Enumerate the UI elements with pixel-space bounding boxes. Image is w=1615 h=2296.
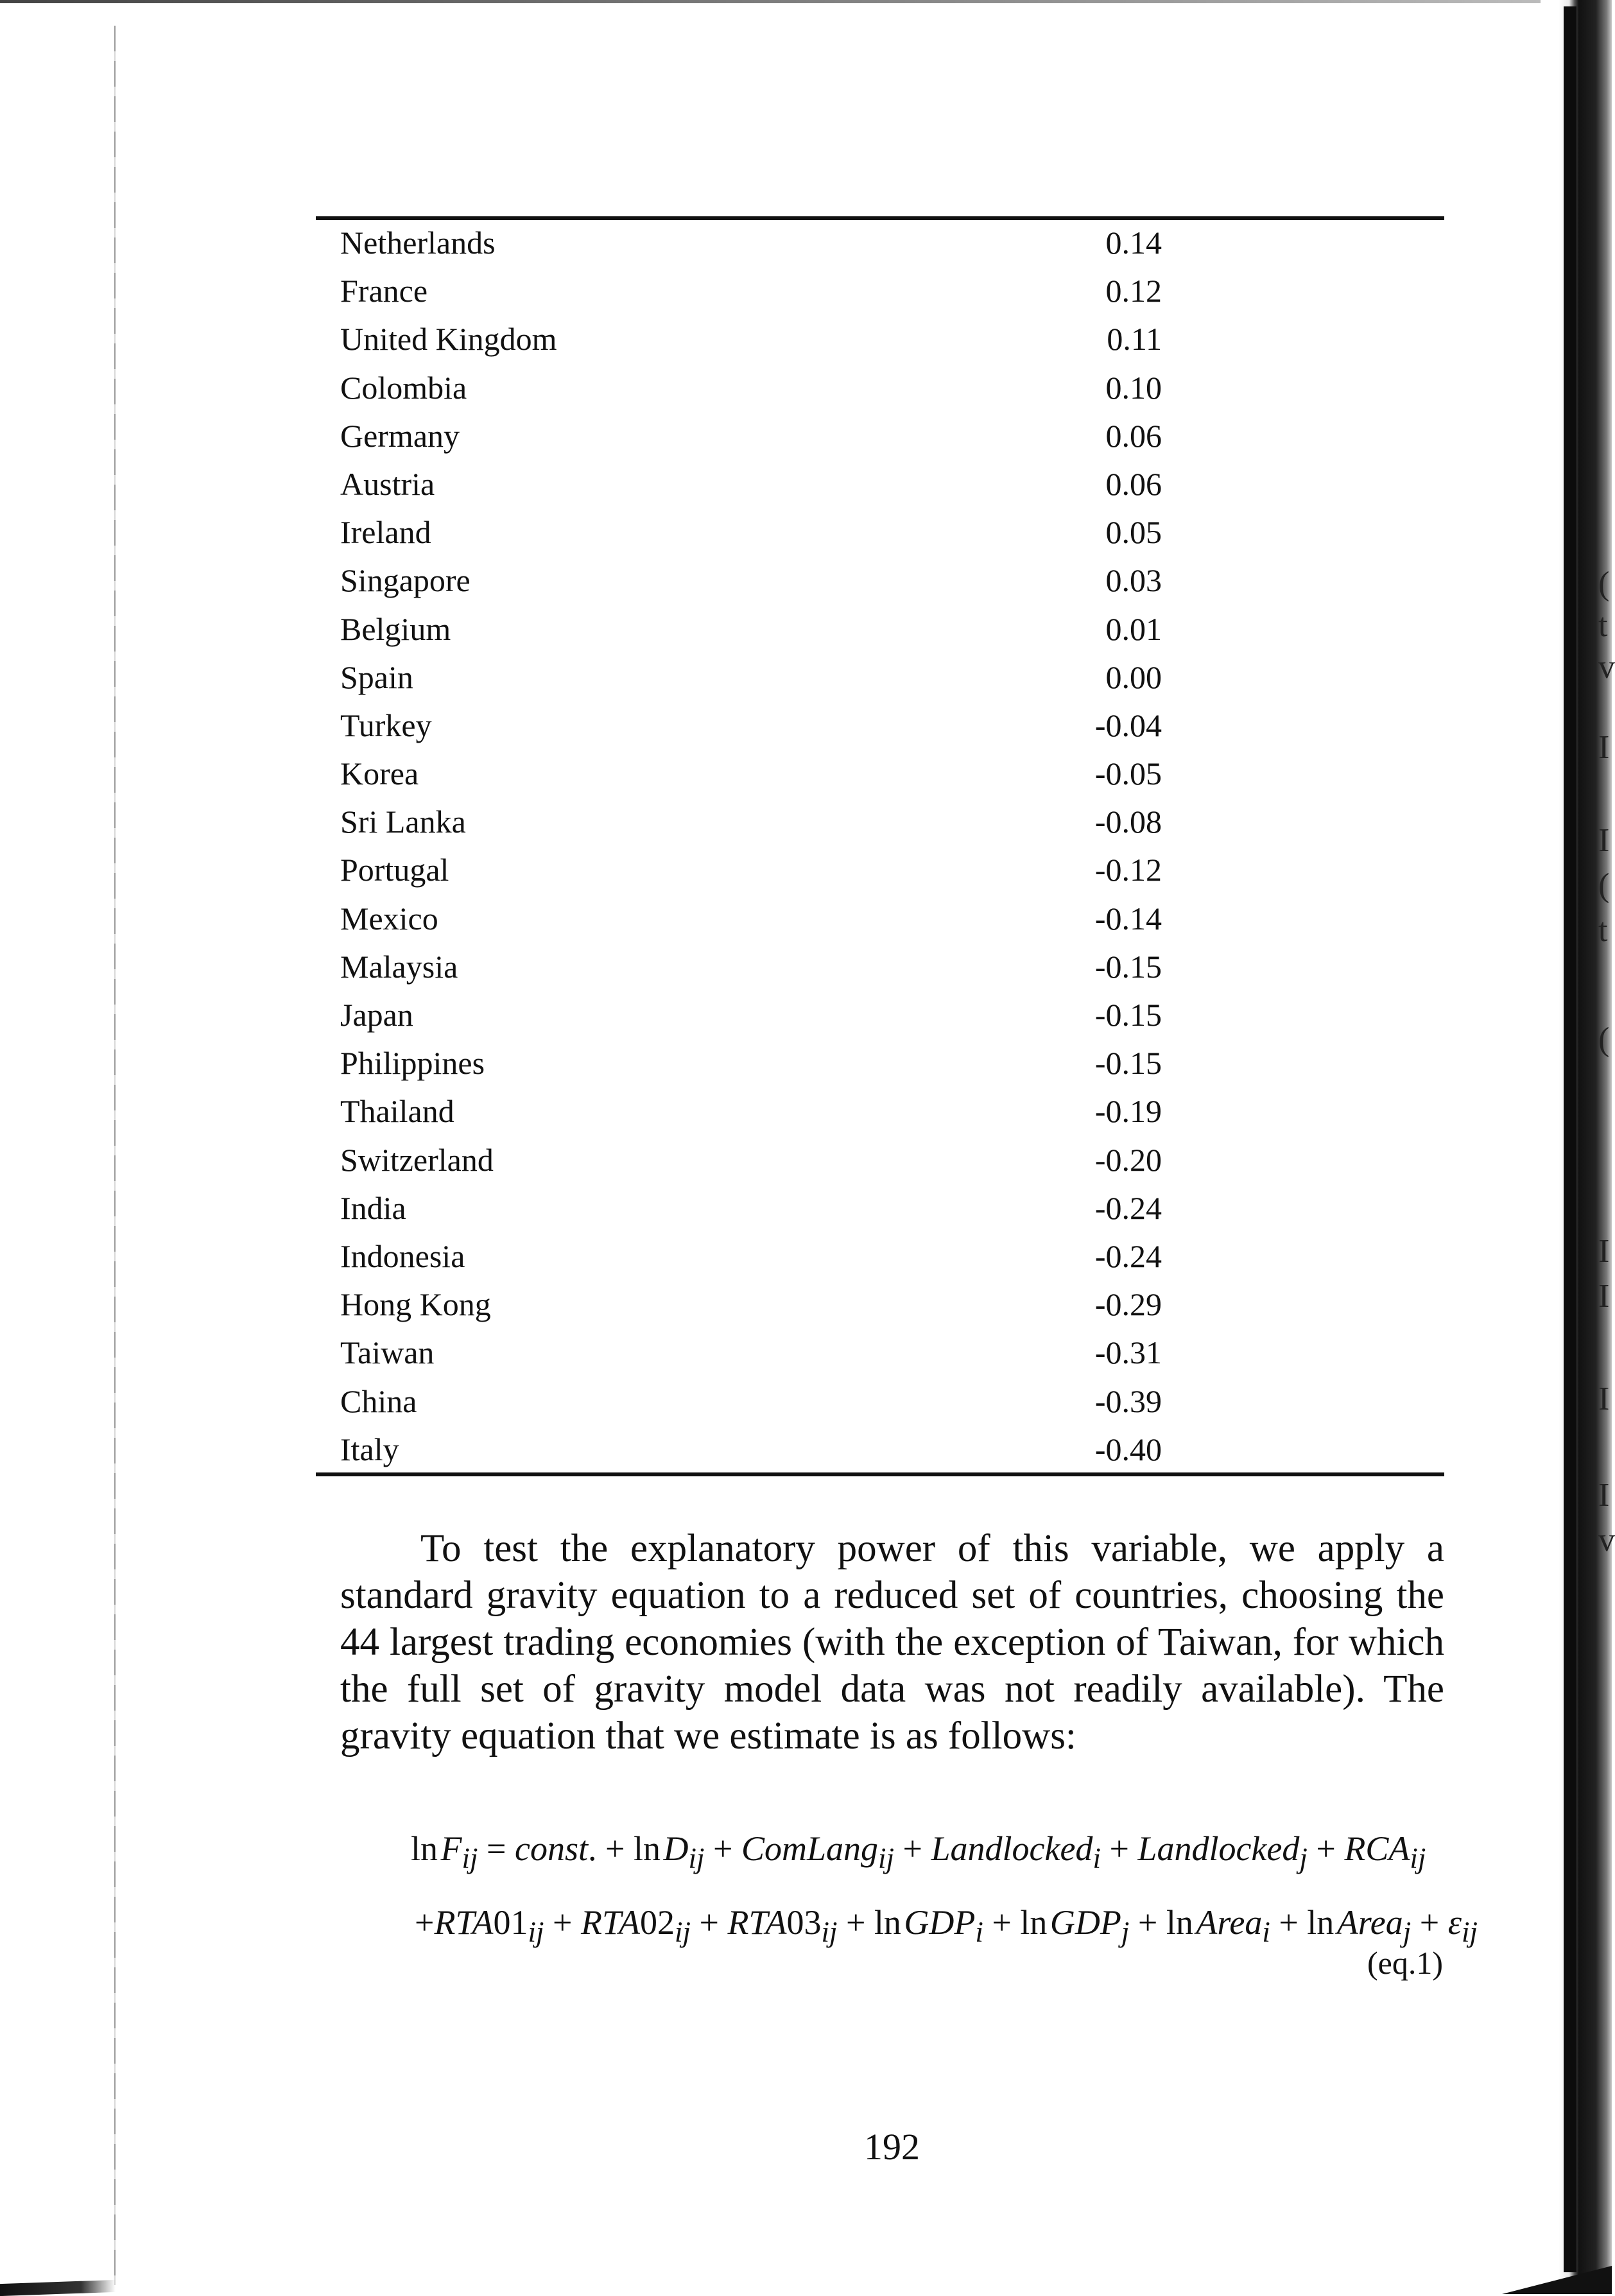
margin-fragment: ( xyxy=(1598,867,1610,904)
margin-fragment: I xyxy=(1598,1278,1610,1315)
country-name: Ireland xyxy=(340,514,431,551)
country-name: Korea xyxy=(340,755,419,792)
margin-fragment: t xyxy=(1598,607,1608,644)
country-value: -0.31 xyxy=(1094,1334,1162,1371)
table-row xyxy=(316,1281,1444,1329)
table-row xyxy=(316,1329,1444,1377)
scan-book-spine xyxy=(1564,6,1576,2272)
paragraph-text: To test the explanatory power of this variable, we apply a standard gravity equation to a reduced set of countries, choosing the 44 largest trading economies (with the exception of Taiwan, for which the full set of gravity model data was not readily available). The gravity equation that we estimate is as follows: xyxy=(340,1527,1444,1757)
margin-fragment: I xyxy=(1598,822,1610,859)
country-name: Germany xyxy=(340,417,460,454)
table-row xyxy=(316,412,1444,460)
table-row xyxy=(316,219,1444,267)
table-row xyxy=(316,364,1444,412)
margin-fragment: I xyxy=(1598,729,1610,766)
adjacent-page-fragments xyxy=(1598,0,1615,2294)
country-name: France xyxy=(340,273,428,309)
margin-fragment: ( xyxy=(1598,1021,1610,1058)
country-value: -0.05 xyxy=(1094,755,1162,792)
margin-fragment: ( xyxy=(1598,565,1610,602)
country-value: 0.10 xyxy=(1105,369,1162,406)
table-row xyxy=(316,605,1444,653)
table-row xyxy=(316,267,1444,315)
country-value: -0.15 xyxy=(1094,997,1162,1033)
country-name: United Kingdom xyxy=(340,321,557,358)
table-row xyxy=(316,653,1444,702)
country-value: -0.40 xyxy=(1094,1431,1162,1467)
country-value: -0.15 xyxy=(1094,948,1162,985)
scan-bottom-right-corner xyxy=(1502,2266,1612,2294)
equation-number: (eq.1) xyxy=(1367,1945,1443,1981)
country-name: Japan xyxy=(340,997,413,1033)
margin-fragment: I xyxy=(1598,1233,1610,1270)
margin-fragment: I xyxy=(1598,1477,1610,1514)
country-name: Singapore xyxy=(340,562,471,599)
table-row xyxy=(316,1136,1444,1184)
scan-top-edge xyxy=(0,0,1541,3)
country-value: -0.19 xyxy=(1094,1093,1162,1130)
country-value: -0.14 xyxy=(1094,900,1162,937)
country-name: Malaysia xyxy=(340,948,458,985)
country-value: 0.11 xyxy=(1107,321,1162,358)
table-row xyxy=(316,702,1444,750)
country-value: 0.00 xyxy=(1105,659,1162,695)
country-value: -0.04 xyxy=(1094,707,1162,743)
table-row xyxy=(316,1184,1444,1232)
table-row xyxy=(316,1232,1444,1281)
table-row xyxy=(316,315,1444,363)
table-row xyxy=(316,1039,1444,1087)
table-row xyxy=(316,750,1444,798)
country-name: Spain xyxy=(340,659,413,695)
page-number: 192 xyxy=(864,2126,920,2168)
margin-fragment: t xyxy=(1598,912,1608,949)
margin-fragment: I xyxy=(1598,1381,1610,1417)
country-value: -0.20 xyxy=(1094,1141,1162,1178)
table-row xyxy=(316,557,1444,605)
country-value: 0.12 xyxy=(1105,273,1162,309)
country-value-table xyxy=(316,219,1444,1474)
country-value: 0.06 xyxy=(1105,465,1162,502)
margin-fragment: v xyxy=(1598,1522,1615,1558)
body-paragraph xyxy=(340,1525,1444,1759)
equation-line-1: ln $F_{ij}$ = const. + ln $D_{ij}$ + ComLang$_{ij}$ + Landlocked$_i$ + Landlocked$_j$ + $RCA_{ij}$ xyxy=(411,1829,1426,1874)
table-row xyxy=(316,943,1444,991)
country-name: Netherlands xyxy=(340,225,496,261)
country-name: Philippines xyxy=(340,1045,485,1082)
table-row xyxy=(316,508,1444,557)
country-value: -0.24 xyxy=(1094,1189,1162,1226)
table-row xyxy=(316,846,1444,894)
country-name: Turkey xyxy=(340,707,432,743)
country-value: -0.08 xyxy=(1094,804,1162,840)
table-bottom-rule xyxy=(316,1472,1444,1476)
country-name: Sri Lanka xyxy=(340,804,466,840)
country-name: Hong Kong xyxy=(340,1286,491,1323)
scan-bottom-left-corner xyxy=(0,2280,116,2296)
country-name: Portugal xyxy=(340,852,449,888)
margin-fragment: v xyxy=(1598,649,1615,686)
country-value: -0.12 xyxy=(1094,852,1162,888)
country-name: Indonesia xyxy=(340,1238,465,1274)
gravity-equation xyxy=(411,1817,1515,1964)
country-name: Italy xyxy=(340,1431,399,1467)
country-value: 0.01 xyxy=(1105,610,1162,647)
country-name: Mexico xyxy=(340,900,438,937)
country-value: 0.05 xyxy=(1105,514,1162,551)
equation-line-2: $+RTA01_{ij} + RTA02_{ij} + RTA03_{ij} + \ln$ $GDP_i + \ln$ $GDP_j + \ln$ Area$_i$ + ln Area$_j$ + $\varepsilon_{ij}$ xyxy=(415,1903,1478,1948)
country-name: Switzerland xyxy=(340,1141,494,1178)
table-row xyxy=(316,1377,1444,1426)
country-value: -0.24 xyxy=(1094,1238,1162,1274)
country-name: Thailand xyxy=(340,1093,454,1130)
country-value: 0.14 xyxy=(1105,225,1162,261)
table-row xyxy=(316,895,1444,943)
table-row xyxy=(316,460,1444,508)
country-name: Taiwan xyxy=(340,1334,435,1371)
table-row xyxy=(316,991,1444,1039)
country-value: 0.06 xyxy=(1105,417,1162,454)
country-name: Colombia xyxy=(340,369,467,406)
table-row xyxy=(316,1426,1444,1474)
country-value: -0.15 xyxy=(1094,1045,1162,1082)
country-value: 0.03 xyxy=(1105,562,1162,599)
country-name: Belgium xyxy=(340,610,451,647)
table-row xyxy=(316,1087,1444,1135)
country-name: Austria xyxy=(340,465,435,502)
country-name: China xyxy=(340,1383,417,1419)
scan-left-edge xyxy=(114,26,116,2285)
table-row xyxy=(316,798,1444,846)
country-value: -0.39 xyxy=(1094,1383,1162,1419)
country-value: -0.29 xyxy=(1094,1286,1162,1323)
country-name: India xyxy=(340,1189,406,1226)
